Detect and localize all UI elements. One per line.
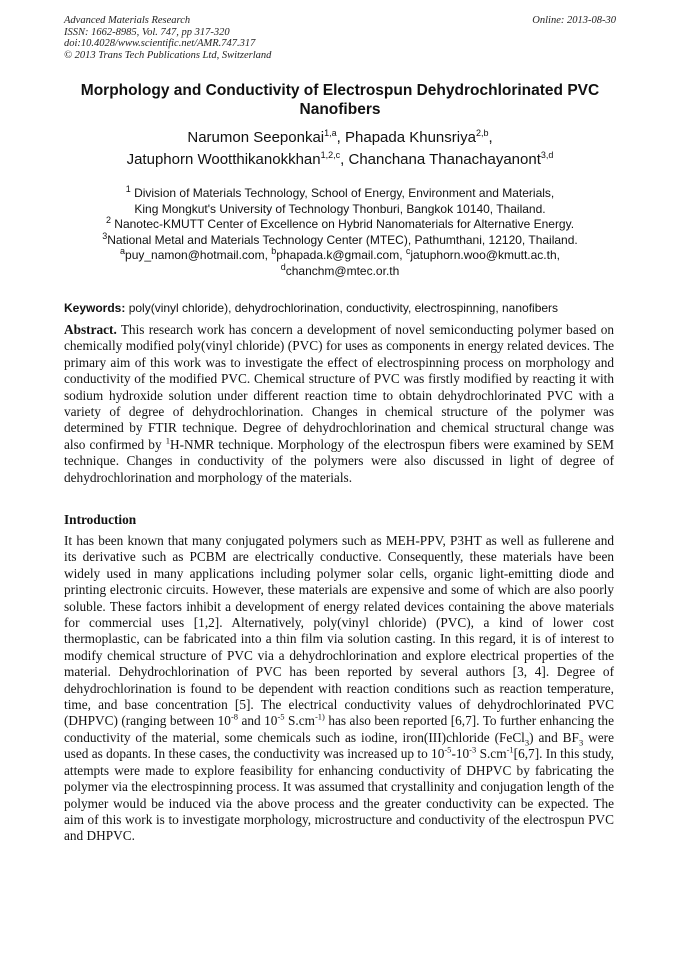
email-d: chanchm@mtec.or.th: [285, 263, 400, 278]
abstract-text-2: H-NMR technique. Morphology of the electrospun fibers were examined by SEM technique. Changes in conductivity of the polymers were also discussed in light of degree of dehydrochlorination and morphology of the materials.: [64, 436, 614, 485]
email-sup: d: [280, 261, 286, 272]
email-c: jatuphorn.woo@kmutt.ac.th,: [410, 248, 560, 262]
intro-text: [6,7]. In this study, attempts were made to explore feasibility for enhancing conductivity of DHPVC by fabricating the polymer via the electrospinning process. It was assumed that crystallinity and conjugation length of the polymer would be induced via the above process and the greater conductivity can be expected. The aim of this work is to investigate morphology, microstructure and conductivity of the electrospun PVC and DHPVC.: [64, 746, 614, 844]
intro-sup: -5: [277, 712, 285, 723]
keywords-text: poly(vinyl chloride), dehydrochlorination, conductivity, electrospinning, nanofibers: [128, 301, 559, 315]
author-sup: 1,2,c: [320, 150, 341, 160]
copyright-line: © 2013 Trans Tech Publications Ltd, Switzerland: [64, 49, 272, 61]
introduction-text: [64, 533, 614, 845]
abstract-text: This research work has concern a development of novel semiconducting polymer based on chemically modified poly(vinyl chloride) (PVC) for uses as components in energy related devices. The primary aim of this work was to investigate the effect of electrospinning process on morphology and conductivity of the modified PVC. Chemical structure of PVC was firstly modified by reacting it with sodium hydroxide solution under different reaction time to obtain dehydrochlorinated PVC with a variety of degree of dehydrochlorination. Changes in chemical structure of the polymer was determined by FTIR technique. Degree of dehydrochlorination and chemical structural change was also confirmed by: [64, 322, 614, 452]
affiliations: [60, 186, 620, 279]
affiliation-sup: 3: [102, 230, 108, 241]
intro-text: S.cm: [284, 713, 315, 729]
affiliation-1-cont: King Mongkut's University of Technology Thonburi, Bangkok 10140, Thailand.: [134, 201, 546, 216]
affiliation-3: [60, 230, 620, 249]
intro-text: has also been reported [6,7]. To further enhancing the conductivity of the material, some chemicals such as iodine, iron(III)chloride (FeCl: [64, 713, 614, 745]
author-list: [40, 127, 640, 171]
paper-title: Morphology and Conductivity of Electrospun Dehydrochlorinated PVC Nanofibers: [80, 82, 600, 118]
author-line-1: Narumon Seeponkai$^{1,a}$, Phapada Khunsriya$^{2,b}$,: [187, 128, 493, 146]
email-sup: a: [120, 246, 126, 256]
doi-line: doi:10.4028/www.scientific.net/AMR.747.317: [64, 38, 256, 49]
affiliation-1: [60, 186, 620, 202]
email-line-1: [60, 248, 620, 264]
affiliation-text: Nanotec-KMUTT Center of Excellence on Hybrid Nanomaterials for Alternative Energy.: [114, 217, 575, 231]
author-name: Narumon Seeponkai: [187, 129, 325, 146]
keywords-label: Keywords:: [64, 301, 126, 315]
intro-text: were used as dopants. In these cases, the conductivity was increased up to 10: [64, 729, 614, 762]
affiliation-2: [60, 217, 620, 233]
affiliation-sup: 1: [125, 184, 131, 194]
section-heading: Introduction: [64, 512, 137, 527]
online-date: Online: 2013-08-30: [532, 15, 616, 26]
intro-sup: -1): [314, 712, 325, 723]
author-name: Phapada Khunsriya: [345, 129, 476, 146]
intro-text: S.cm: [476, 746, 507, 762]
affiliation-text: National Metal and Materials Technology Center (MTEC), Pathumthani, 12120, Thailand.: [107, 232, 578, 247]
author-sup: 3,d: [540, 150, 554, 160]
keywords: [64, 301, 624, 316]
journal-name: Advanced Materials Research: [64, 15, 191, 26]
abstract: [64, 322, 614, 486]
intro-text: It has been known that many conjugated polymers such as MEH-PPV, P3HT as well as fullerene and its derivative such as PCBM are electrically conductive. Consequently, these materials have been widely used in many applications including polymer solar cells, organic light-emitting diode and printing electronic circuits. However, these materials are expensive and some of which are also poorly soluble. These factors inhibit a development of energy related devices containing the above materials for commercial uses [1,2]. Alternatively, poly(vinyl chloride) (PVC), a kind of lower cost thermoplastic, can be fabricated into a thin film via solution casting. In this regard, it is of interest to modify chemical structure of PVC via a dehydrochlorination and explore electrical properties of the material. Dehydrochlorination of PVC has been reported by several authors [3, 4]. Degree of dehydrochlorination is found to be dependent with reaction conditions such as reaction temperature, time, and base concentration [5]. The electrical conductivity values of dehydrochlorinated PVC (DHPVC) (ranging between 10: [64, 533, 614, 729]
intro-sub: 3: [524, 737, 530, 748]
author-line-2: Jatuphorn Wootthikanokkhan$^{1,2,c}$, Chanchana Thanachayanont$^{3,d}$: [126, 150, 554, 168]
intro-sup: -5: [444, 744, 452, 755]
affiliation-text: Division of Materials Technology, School of Energy, Environment and Materials,: [134, 186, 555, 200]
author-name: Jatuphorn Wootthikanokkhan: [126, 151, 321, 168]
email-sup: c: [405, 246, 411, 256]
intro-sup: -1: [506, 744, 514, 755]
affiliation-sup: 2: [105, 215, 111, 225]
journal-header: [64, 15, 616, 61]
intro-text: ) and BF: [529, 729, 579, 745]
email-a: puy_namon@hotmail.com,: [125, 248, 268, 262]
email-line-2: [60, 261, 620, 280]
intro-sup: -3: [469, 744, 477, 755]
intro-sup: -8: [230, 712, 239, 723]
author-sup: 1,a: [324, 128, 337, 138]
abstract-sup: 1: [165, 435, 170, 446]
email-b: phapada.k@gmail.com,: [276, 248, 403, 262]
author-sup: 2,b: [475, 128, 489, 138]
intro-text: and 10: [238, 713, 278, 729]
issn-line: ISSN: 1662-8985, Vol. 747, pp 317-320: [64, 26, 230, 38]
abstract-label: Abstract.: [64, 322, 117, 337]
intro-text: -10: [451, 746, 470, 762]
author-name: Chanchana Thanachayanont: [348, 151, 541, 168]
email-sup: b: [271, 246, 277, 256]
intro-sub: 3: [578, 737, 584, 748]
